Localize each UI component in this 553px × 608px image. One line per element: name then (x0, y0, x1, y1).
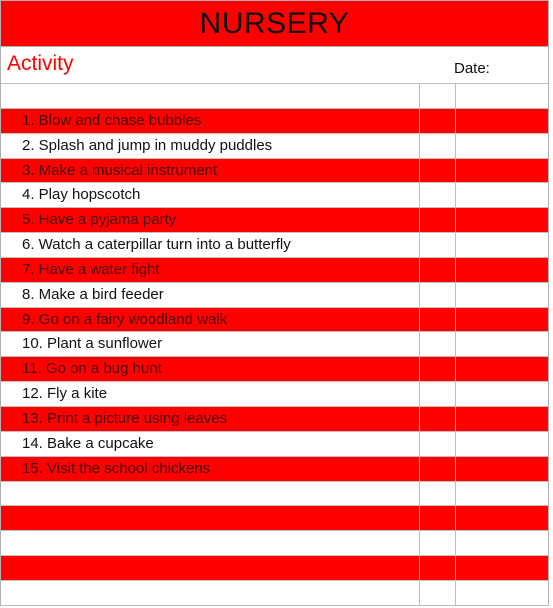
table-row[interactable] (0, 431, 549, 456)
table-row[interactable] (0, 356, 549, 381)
date-label: Date: (454, 60, 490, 77)
table-row[interactable] (0, 133, 549, 158)
check-cell-divider (419, 382, 420, 406)
title-banner (0, 0, 549, 47)
date-cell-divider (455, 556, 456, 580)
activity-text: 2. Splash and jump in muddy puddles (22, 136, 273, 154)
check-cell-divider (419, 233, 420, 257)
date-cell-divider (455, 84, 456, 108)
check-cell-divider (419, 109, 420, 133)
activity-list (0, 83, 549, 605)
check-cell-divider (419, 531, 420, 555)
table-row[interactable] (0, 83, 549, 108)
activity-text: 4. Play hopscotch (22, 186, 141, 204)
table-row[interactable] (0, 331, 549, 356)
activity-heading: Activity (7, 52, 74, 75)
check-cell-divider (419, 258, 420, 282)
date-cell-divider (455, 183, 456, 207)
activity-text: 5. Have a pyjama party (22, 211, 177, 229)
check-cell-divider (419, 357, 420, 381)
check-cell-divider (419, 308, 420, 332)
activity-text: 14. Bake a cupcake (22, 434, 154, 452)
check-cell-divider (419, 208, 420, 232)
page-title: NURSERY (199, 6, 350, 40)
table-row[interactable] (0, 456, 549, 481)
check-cell-divider (419, 432, 420, 456)
date-cell-divider (455, 382, 456, 406)
table-row[interactable] (0, 530, 549, 555)
table-row[interactable] (0, 406, 549, 431)
date-cell-divider (455, 506, 456, 530)
date-cell-divider (455, 208, 456, 232)
date-cell-divider (455, 581, 456, 605)
activity-text: 15. Visit the school chickens (22, 459, 211, 477)
table-row[interactable] (0, 158, 549, 183)
activity-text: 7. Have a water fight (22, 260, 160, 278)
check-cell-divider (419, 482, 420, 506)
date-cell-divider (455, 134, 456, 158)
activity-text: 13. Print a picture using leaves (22, 409, 228, 427)
activity-text: 1. Blow and chase bubbles (22, 111, 202, 129)
date-cell-divider (455, 283, 456, 307)
activity-text: 12. Fly a kite (22, 385, 108, 403)
table-row[interactable] (0, 580, 549, 605)
table-row[interactable] (0, 555, 549, 580)
table-row[interactable] (0, 257, 549, 282)
date-cell-divider (455, 432, 456, 456)
date-cell-divider (455, 258, 456, 282)
activity-text: 8. Make a bird feeder (22, 285, 164, 303)
check-cell-divider (419, 407, 420, 431)
table-row[interactable] (0, 481, 549, 506)
activity-text: 9. Go on a fairy woodland walk (22, 310, 228, 328)
table-row[interactable] (0, 282, 549, 307)
table-row[interactable] (0, 182, 549, 207)
date-cell-divider (455, 159, 456, 183)
activity-text: 10. Plant a sunflower (22, 335, 163, 353)
check-cell-divider (419, 556, 420, 580)
date-cell-divider (455, 308, 456, 332)
check-cell-divider (419, 84, 420, 108)
date-cell-divider (455, 407, 456, 431)
check-cell-divider (419, 159, 420, 183)
check-cell-divider (419, 183, 420, 207)
date-cell-divider (455, 482, 456, 506)
activity-text: 6. Watch a caterpillar turn into a butterfly (22, 236, 291, 254)
check-cell-divider (419, 283, 420, 307)
header-row (0, 47, 549, 83)
table-bottom-border (0, 605, 549, 606)
activity-text: 11. Go on a bug hunt (22, 360, 162, 378)
date-cell-divider (455, 332, 456, 356)
date-cell-divider (455, 109, 456, 133)
check-cell-divider (419, 581, 420, 605)
date-cell-divider (455, 233, 456, 257)
activity-text: 3. Make a musical instrument (22, 161, 218, 179)
table-row[interactable] (0, 505, 549, 530)
date-cell-divider (455, 457, 456, 481)
check-cell-divider (419, 332, 420, 356)
date-cell-divider (455, 357, 456, 381)
check-cell-divider (419, 506, 420, 530)
table-row[interactable] (0, 381, 549, 406)
table-row[interactable] (0, 232, 549, 257)
table-row[interactable] (0, 307, 549, 332)
date-cell-divider (455, 531, 456, 555)
table-row[interactable] (0, 108, 549, 133)
check-cell-divider (419, 134, 420, 158)
check-cell-divider (419, 457, 420, 481)
table-row[interactable] (0, 207, 549, 232)
